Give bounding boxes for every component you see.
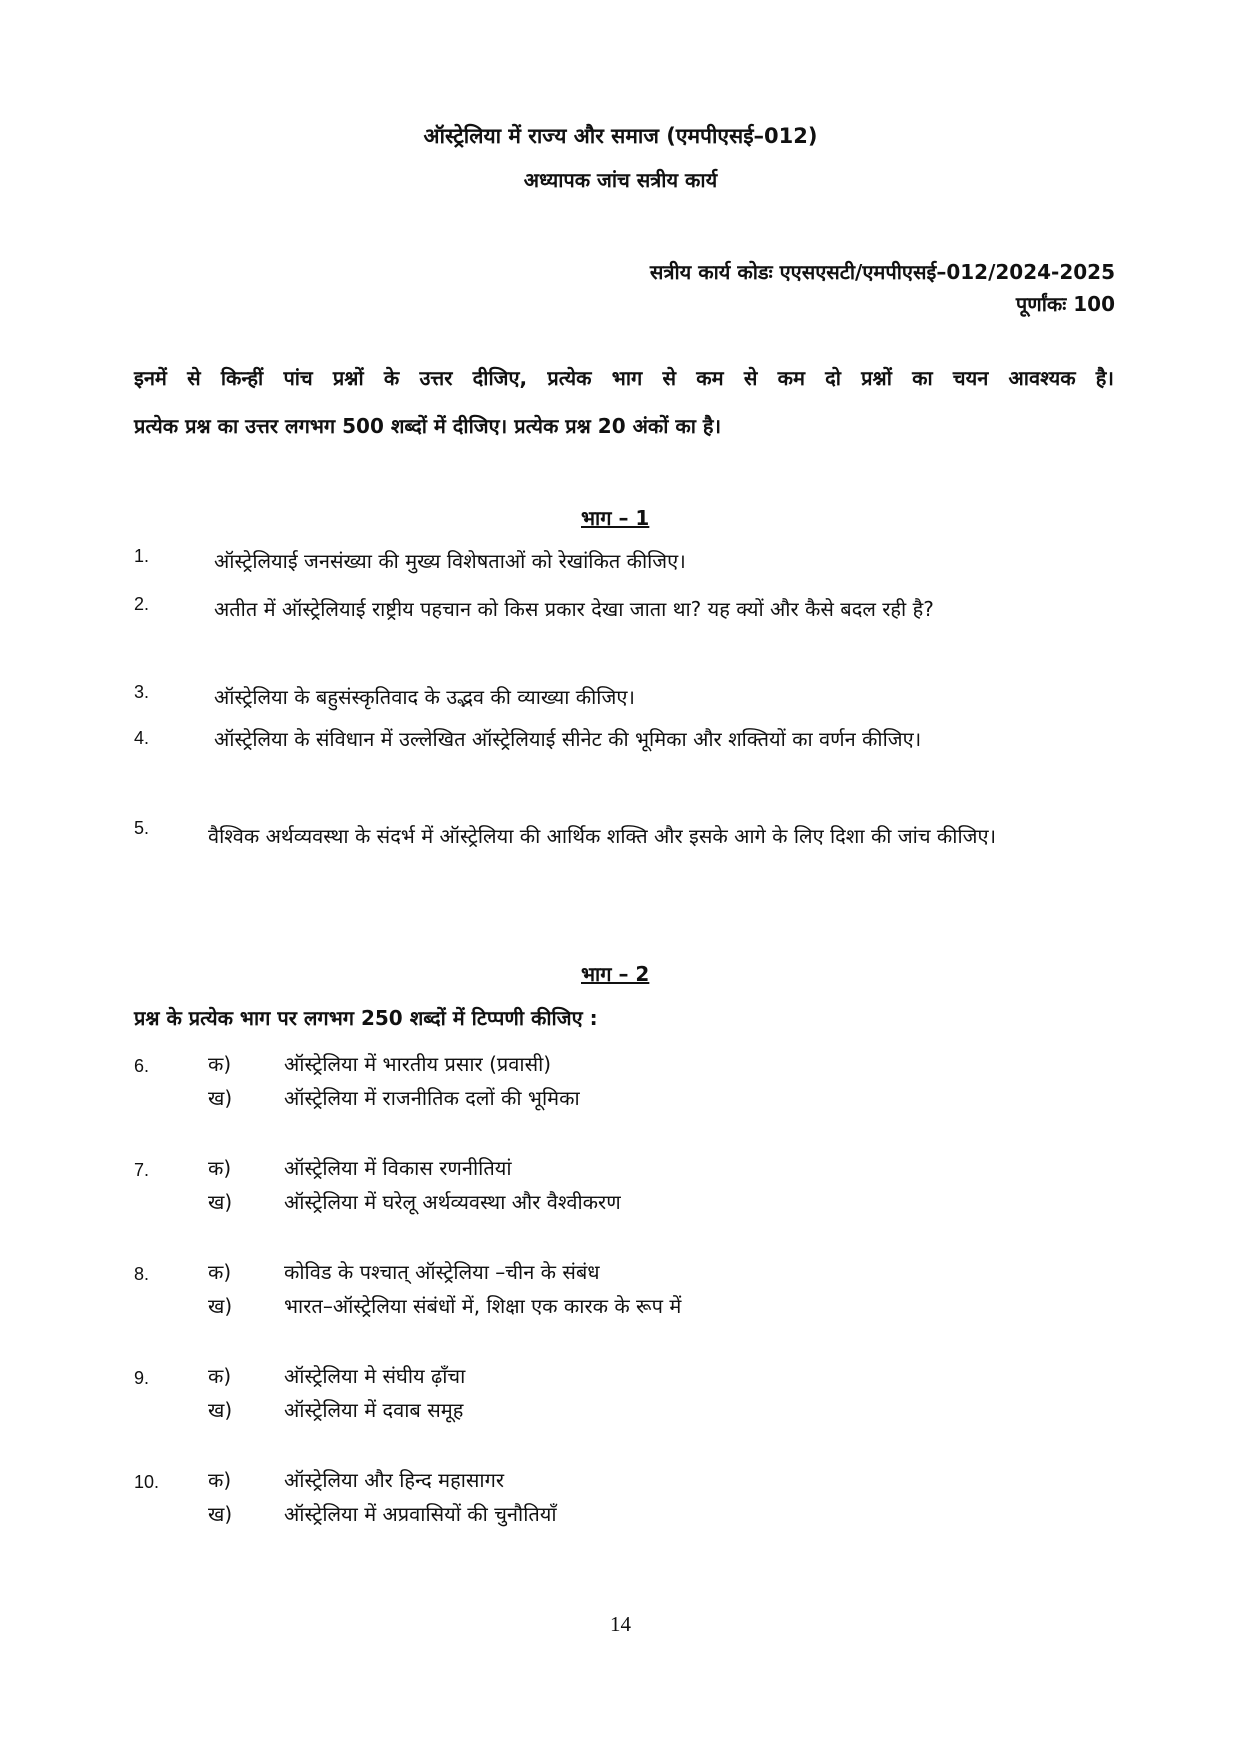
question-text: ऑस्ट्रेलिया के बहुसंस्कृतिवाद के उद्भव की व्याख्या कीजिए।	[214, 685, 635, 709]
instruction-line-2: प्रत्येक प्रश्न का उत्तर लगभग 500 शब्दों में दीजिए। प्रत्येक प्रश्न 20 अंकों का है।	[134, 414, 722, 438]
question-number: 6.	[134, 1056, 150, 1076]
document-subtitle: अध्यापक जांच सत्रीय कार्य	[523, 168, 718, 192]
sub-label-a: क)	[208, 1364, 232, 1388]
sub-text-b: भारत–ऑस्ट्रेलिया संबंधों में, शिक्षा एक कारक के रूप में	[284, 1294, 682, 1318]
instruction-line-1: इनमें से किन्हीं पांच प्रश्नों के उत्तर दीजिए, प्रत्येक भाग से कम से कम दो प्रश्नों का चयन आवश्यक है।	[134, 366, 1114, 390]
sub-label-b: ख)	[208, 1398, 233, 1422]
question-text: अतीत में ऑस्ट्रेलियाई राष्ट्रीय पहचान को किस प्रकार देखा जाता था? यह क्यों और कैसे बदल रही है?	[214, 597, 934, 621]
sub-label-b: ख)	[208, 1086, 233, 1110]
sub-text-a: ऑस्ट्रेलिया में भारतीय प्रसार (प्रवासी)	[284, 1052, 552, 1076]
page-number: 14	[610, 1612, 631, 1636]
question-number: 3.	[134, 682, 150, 702]
sub-label-a: क)	[208, 1156, 232, 1180]
document-title: ऑस्ट्रेलिया में राज्य और समाज (एमपीएसई–012)	[423, 124, 818, 148]
sub-label-a: क)	[208, 1052, 232, 1076]
question-text: वैश्विक अर्थव्यवस्था के संदर्भ में ऑस्ट्रेलिया की आर्थिक शक्ति और इसके आगे के लिए दिशा की जांच कीजिए।	[208, 824, 997, 848]
question-number: 5.	[134, 818, 150, 838]
question-number: 1.	[134, 546, 150, 566]
sub-text-a: ऑस्ट्रेलिया में विकास रणनीतियां	[284, 1156, 512, 1180]
sub-text-b: ऑस्ट्रेलिया में राजनीतिक दलों की भूमिका	[284, 1086, 580, 1110]
question-number: 10.	[134, 1472, 160, 1492]
part-1-heading: भाग – 1	[581, 506, 650, 530]
sub-text-a: ऑस्ट्रेलिया और हिन्द महासागर	[284, 1468, 505, 1492]
part-2-heading: भाग – 2	[581, 962, 650, 986]
question-number: 8.	[134, 1264, 150, 1284]
sub-text-a: कोविड के पश्चात् ऑस्ट्रेलिया –चीन के संबंध	[284, 1260, 600, 1284]
assignment-code: सत्रीय कार्य कोडः एएसएसटी/एमपीएसई–012/2024-2025	[649, 260, 1115, 284]
sub-label-a: क)	[208, 1468, 232, 1492]
sub-label-b: ख)	[208, 1502, 233, 1526]
maximum-marks: पूर्णांकः 100	[1015, 292, 1115, 316]
sub-text-b: ऑस्ट्रेलिया में घरेलू अर्थव्यवस्था और वैश्वीकरण	[284, 1190, 621, 1214]
part-2-instruction: प्रश्न के प्रत्येक भाग पर लगभग 250 शब्दों में टिप्पणी कीजिए :	[134, 1006, 598, 1030]
sub-text-b: ऑस्ट्रेलिया में दवाब समूह	[284, 1398, 464, 1422]
sub-text-a: ऑस्ट्रेलिया मे संघीय ढ़ाँचा	[284, 1364, 466, 1388]
question-text: ऑस्ट्रेलियाई जनसंख्या की मुख्य विशेषताओं को रेखांकित कीजिए।	[214, 549, 686, 573]
sub-label-b: ख)	[208, 1190, 233, 1214]
question-number: 9.	[134, 1368, 150, 1388]
question-number: 7.	[134, 1160, 150, 1180]
sub-text-b: ऑस्ट्रेलिया में अप्रवासियों की चुनौतियाँ	[284, 1502, 557, 1526]
question-text: ऑस्ट्रेलिया के संविधान में उल्लेखित ऑस्ट्रेलियाई सीनेट की भूमिका और शक्तियों का वर्णन कीजिए।	[214, 727, 922, 751]
sub-label-b: ख)	[208, 1294, 233, 1318]
sub-label-a: क)	[208, 1260, 232, 1284]
question-number: 2.	[134, 594, 150, 614]
question-number: 4.	[134, 728, 150, 748]
